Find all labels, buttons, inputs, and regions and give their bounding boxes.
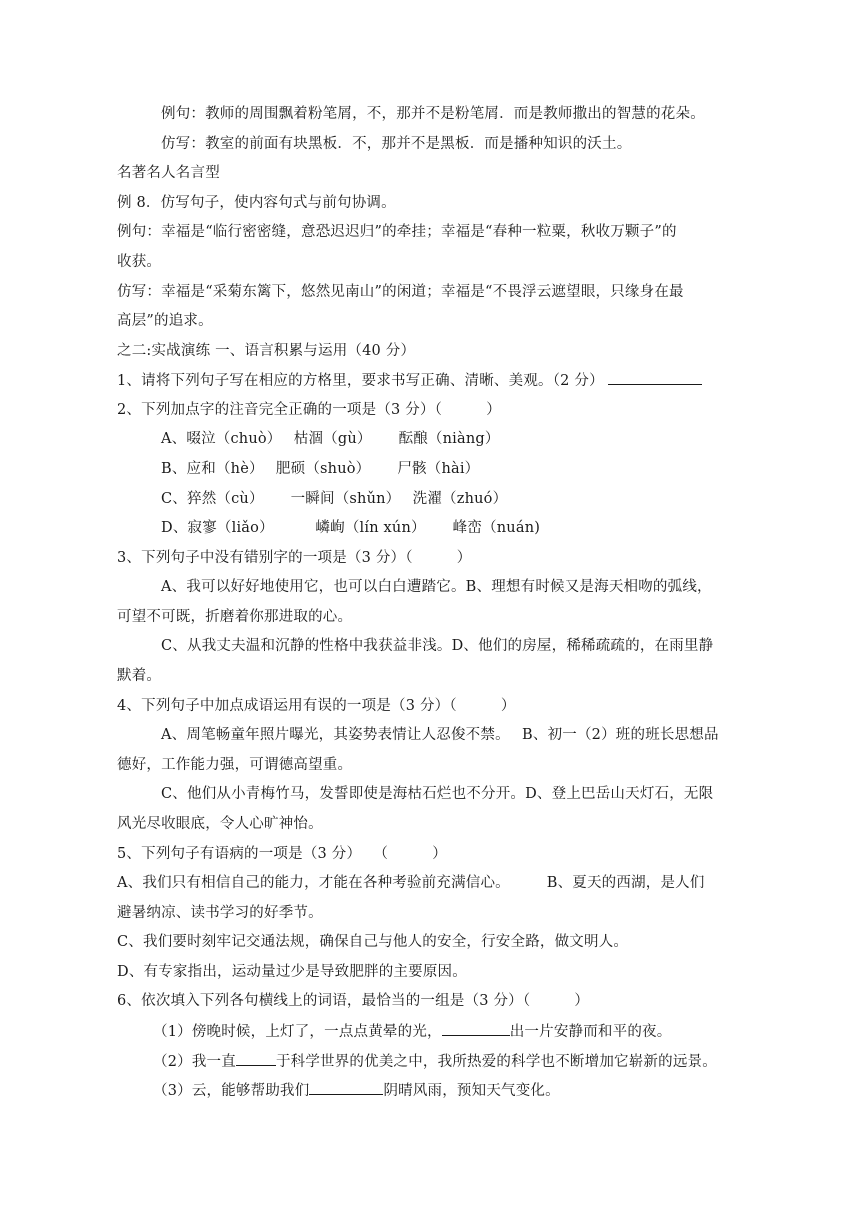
example-sentence-2: 例句：幸福是“临行密密缝，意恐迟迟归”的牵挂；幸福是“春种一粒粟，秋收万颗子”的 [117, 224, 677, 240]
question-3-options-ab-cont: 可望不可既，折磨着你那进取的心。 [117, 609, 353, 625]
question-4: 4、下列句子中加点成语运用有误的一项是（3 分）（ ） [117, 698, 516, 714]
question-6: 6、依次填入下列各句横线上的词语，最恰当的一组是（3 分）（ ） [117, 993, 590, 1009]
question-2-option-a: A、啜泣（chuò） 枯涸（gù） 酝酿（niàng） [161, 431, 500, 447]
question-3-options-cd: C、从我丈夫温和沉静的性格中我获益非浅。D、他们的房屋，稀稀疏疏的，在雨里静 [161, 638, 714, 654]
imitation-sentence-2: 仿写：幸福是“采菊东篱下，悠然见南山”的闲道；幸福是“不畏浮云遮望眼，只缘身在最 [117, 284, 684, 300]
answer-blank-q6-1[interactable] [442, 1021, 510, 1036]
answer-blank-q1[interactable] [608, 370, 702, 385]
example-sentence-1: 例句：教师的周围飘着粉笔屑，不，那并不是粉笔屑．而是教师撒出的智慧的花朵。 [161, 106, 705, 122]
question-6-s3-after: 阴晴风雨，预知天气变化。 [383, 1083, 560, 1099]
question-1-text: 1、请将下列句子写在相应的方格里，要求书写正确、清晰、美观。（2 分） [117, 373, 604, 389]
question-3: 3、下列句子中没有错别字的一项是（3 分）（ ） [117, 550, 472, 566]
question-4-options-cd: C、他们从小青梅竹马，发誓即使是海枯石烂也不分开。D、登上巴岳山天灯石，无限 [161, 786, 714, 802]
answer-blank-q6-2[interactable] [236, 1051, 276, 1066]
question-6-s1-after: 出一片安静而和平的夜。 [509, 1024, 672, 1040]
question-2-option-c: C、猝然（cù） 一瞬间（shǔn） 洗濯（zhuó） [161, 491, 508, 507]
question-6-s2-after: 于科学世界的优美之中，我所热爱的科学也不断增加它崭新的远景。 [275, 1054, 717, 1070]
question-2-option-d: D、寂寥（liǎo） 嶙峋（lín xún） 峰峦（nuán) [161, 520, 541, 536]
answer-blank-q6-3[interactable] [309, 1080, 383, 1095]
question-1 [117, 370, 702, 391]
question-6-sentence-2 [153, 1051, 717, 1072]
question-5-option-c: C、我们要时刻牢记交通法规，确保自己与他人的安全，行安全路，做文明人。 [117, 934, 629, 950]
question-3-options-ab: A、我可以好好地使用它，也可以白白遭踏它。B、理想有时候又是海天相吻的弧线， [161, 579, 712, 595]
section-heading-quotes: 名著名人名言型 [117, 165, 220, 181]
question-4-options-ab-cont: 德好，工作能力强，可谓德高望重。 [117, 757, 353, 773]
question-5-options-ab-cont: 避暑纳凉、读书学习的好季节。 [117, 905, 323, 921]
question-5: 5、下列句子有语病的一项是（3 分） （ ） [117, 846, 447, 862]
example-sentence-2-cont: 收获。 [117, 254, 162, 270]
question-4-options-cd-cont: 风光尽收眼底，令人心旷神怡。 [117, 816, 323, 832]
question-6-s3-before: （3）云，能够帮助我们 [153, 1083, 310, 1099]
question-5-option-d: D、有专家指出，运动量过少是导致肥胖的主要原因。 [117, 964, 467, 980]
question-3-options-cd-cont: 默着。 [117, 668, 162, 684]
question-4-options-ab: A、周笔畅童年照片曝光，其姿势表情让人忍俊不禁。 B、初一（2）班的班长思想品 [161, 727, 719, 743]
question-2-option-b: B、应和（hè） 肥硕（shuò） 尸骸（hài） [161, 461, 480, 477]
example-8-instruction: 例 8．仿写句子，使内容句式与前句协调。 [117, 195, 396, 211]
question-6-sentence-3 [153, 1080, 560, 1101]
part-two-heading: 之二:实战演练 一、语言积累与运用（40 分） [117, 343, 416, 359]
question-6-s2-before: （2）我一直 [153, 1054, 236, 1070]
question-2: 2、下列加点字的注音完全正确的一项是（3 分）（ ） [117, 402, 501, 418]
imitation-sentence-2-cont: 高层”的追求。 [117, 313, 213, 329]
question-6-sentence-1 [153, 1021, 671, 1042]
imitation-sentence-1: 仿写：教室的前面有块黑板．不，那并不是黑板．而是播种知识的沃土。 [161, 136, 632, 152]
question-5-options-ab: A、我们只有相信自己的能力，才能在各种考验前充满信心。 B、夏天的西湖，是人们 [117, 875, 705, 891]
question-6-s1-before: （1）傍晚时候，上灯了，一点点黄晕的光， [153, 1024, 442, 1040]
